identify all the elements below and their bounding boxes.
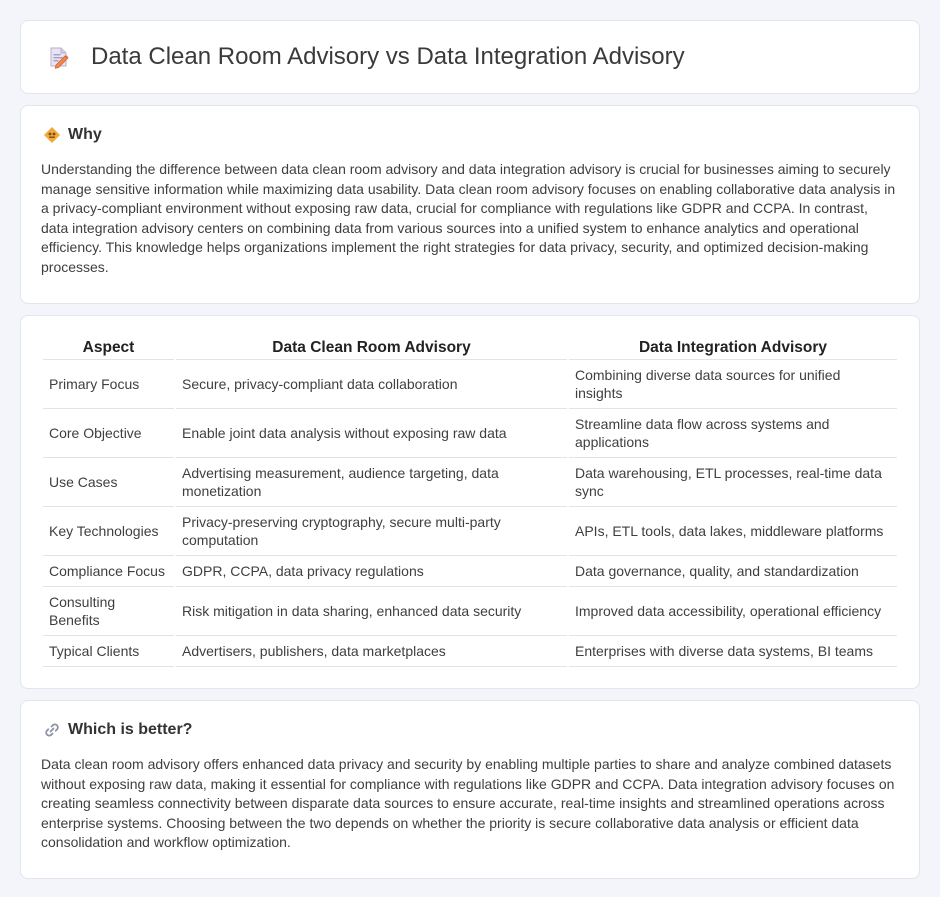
row-integration: Data governance, quality, and standardization <box>569 556 897 587</box>
row-aspect: Typical Clients <box>43 636 174 667</box>
document-pencil-icon <box>47 45 71 69</box>
link-icon <box>43 721 61 739</box>
table-row <box>43 409 897 458</box>
bulb-icon <box>43 126 61 144</box>
comparison-table <box>41 336 899 667</box>
row-aspect: Compliance Focus <box>43 556 174 587</box>
header-clean-room: Data Clean Room Advisory <box>176 336 567 360</box>
row-integration: Improved data accessibility, operational efficiency <box>569 587 897 636</box>
row-clean-room: Privacy-preserving cryptography, secure multi-party computation <box>176 507 567 556</box>
row-integration: Data warehousing, ETL processes, real-time data sync <box>569 458 897 507</box>
why-text: Understanding the difference between data clean room advisory and data integration advisory is crucial for businesses aiming to securely manage sensitive information while maximizing data usability. Data clean room advisory focuses on enabling collaborative data analysis in a privacy-compliant environment without exposing raw data, crucial for compliance with regulations like GDPR and CCPA. In contrast, data integration advisory centers on combining data from various sources into a unified system to enhance analytics and operational efficiency. This knowledge helps organizations implement the right strategies for data privacy, security, and optimized decision-making processes. <box>41 161 896 275</box>
row-aspect: Core Objective <box>43 409 174 458</box>
table-row <box>43 360 897 409</box>
header-integration: Data Integration Advisory <box>569 336 897 360</box>
row-aspect: Key Technologies <box>43 507 174 556</box>
table-row <box>43 507 897 556</box>
row-integration: Combining diverse data sources for unified insights <box>569 360 897 409</box>
row-aspect: Use Cases <box>43 458 174 507</box>
row-clean-room: Risk mitigation in data sharing, enhanced data security <box>176 587 567 636</box>
row-integration: Streamline data flow across systems and applications <box>569 409 897 458</box>
table-row <box>43 636 897 667</box>
better-text: Data clean room advisory offers enhanced data privacy and security by enabling multiple parties to share and analyze combined datasets without exposing raw data, making it essential for compliance with regulations like GDPR and CCPA. Data integration advisory focuses on creating seamless connectivity between disparate data sources to ensure accurate, real-time insights and streamlined operations across enterprise systems. Choosing between the two depends on whether the priority is secure collaborative data analysis or efficient data consolidation and workflow optimization. <box>41 756 895 850</box>
row-aspect: Consulting Benefits <box>43 587 174 636</box>
header-aspect: Aspect <box>43 336 174 360</box>
row-aspect: Primary Focus <box>43 360 174 409</box>
row-integration: APIs, ETL tools, data lakes, middleware platforms <box>569 507 897 556</box>
row-integration: Enterprises with diverse data systems, BI teams <box>569 636 897 667</box>
table-row <box>43 556 897 587</box>
why-section <box>20 105 920 304</box>
why-title: Why <box>68 126 102 143</box>
why-header <box>43 126 899 144</box>
better-section <box>20 700 920 879</box>
table-row <box>43 587 897 636</box>
page-title: Data Clean Room Advisory vs Data Integration Advisory <box>91 43 685 70</box>
row-clean-room: Advertising measurement, audience targeting, data monetization <box>176 458 567 507</box>
row-clean-room: GDPR, CCPA, data privacy regulations <box>176 556 567 587</box>
better-title: Which is better? <box>68 721 193 738</box>
better-header <box>43 721 899 739</box>
table-row <box>43 458 897 507</box>
row-clean-room: Secure, privacy-compliant data collaboration <box>176 360 567 409</box>
row-clean-room: Enable joint data analysis without exposing raw data <box>176 409 567 458</box>
comparison-table-card <box>20 315 920 689</box>
title-card <box>20 20 920 94</box>
table-header-row <box>43 336 897 360</box>
row-clean-room: Advertisers, publishers, data marketplaces <box>176 636 567 667</box>
